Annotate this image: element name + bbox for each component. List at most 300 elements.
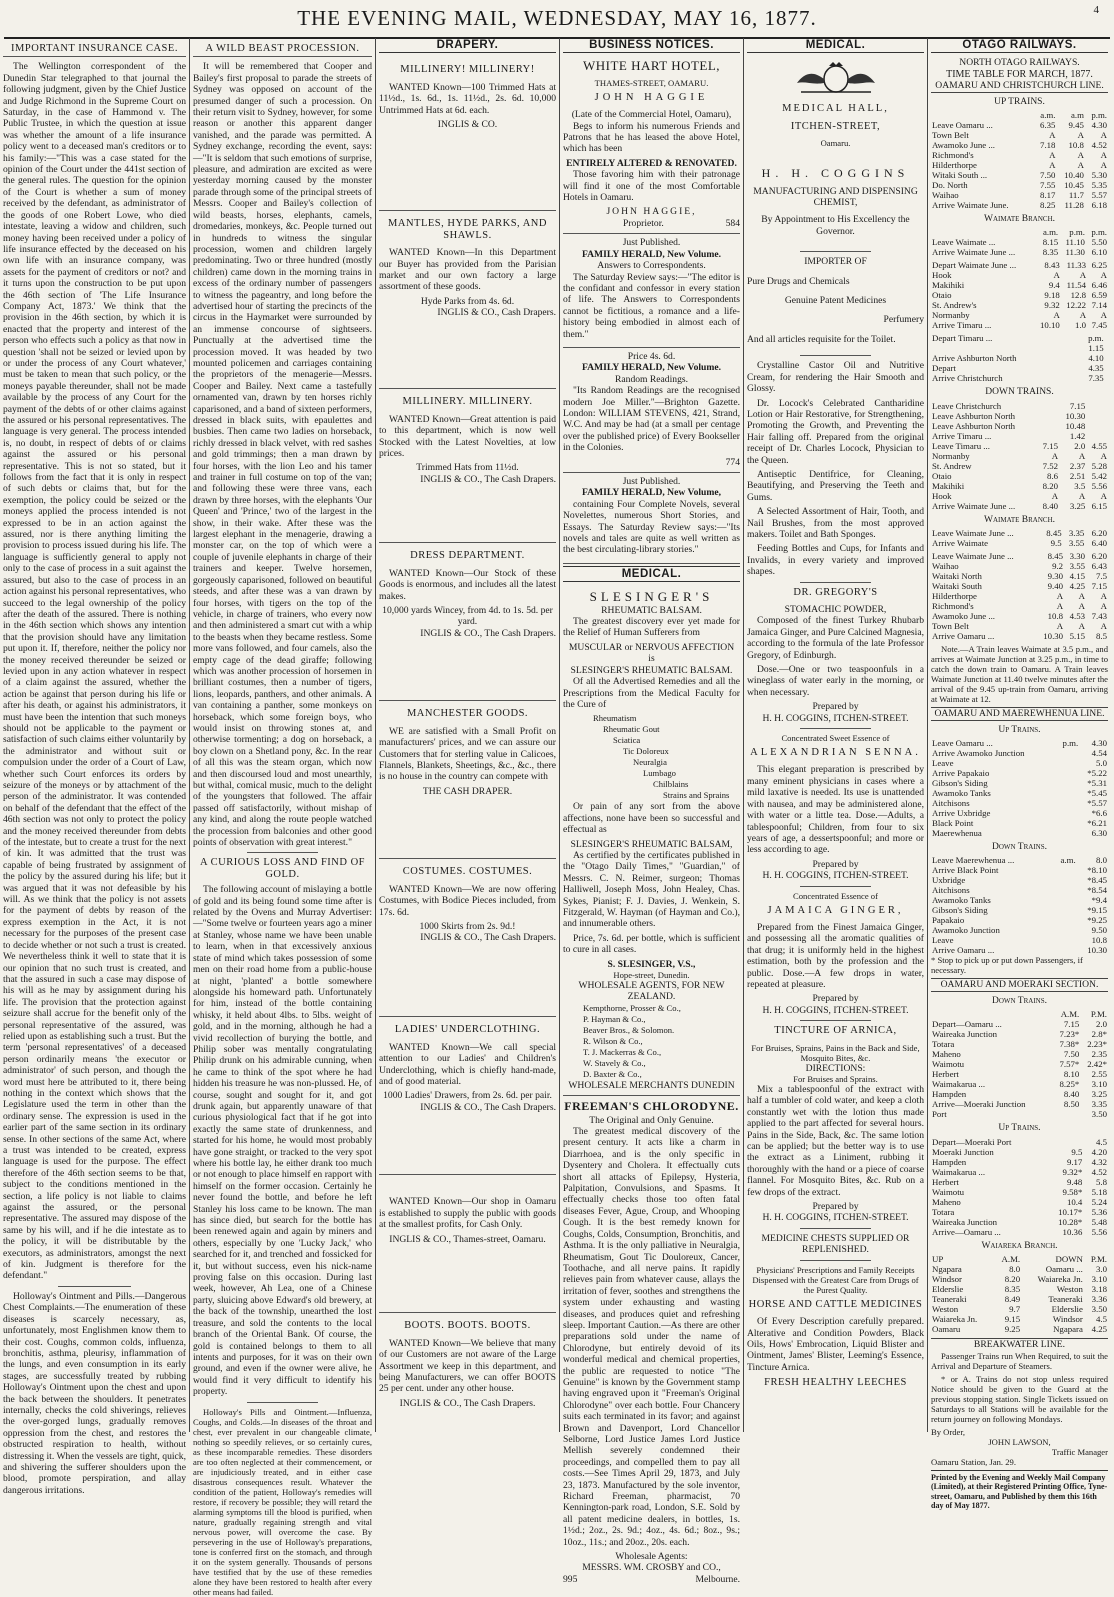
ailment: Strains and Sprains xyxy=(663,790,730,801)
horse-body: Of Every Description carefully prepared. Alterative and Condition Powders, Black Oils, Hows' Embrocation, Liquid Blister and Ointment, James' Blister, Leeming's Essence, Tincture Arnica. xyxy=(747,1316,924,1373)
timetable-header xyxy=(931,110,1108,120)
timetable-cell: 3.10 xyxy=(1091,1079,1107,1090)
timetable-cell: Black Point xyxy=(932,818,974,829)
advert-sign: INGLIS & CO., The Cash Drapers. xyxy=(420,627,556,639)
timetable-cell: Elderslie xyxy=(932,1284,964,1295)
timetable-cell: Waihao xyxy=(932,190,959,201)
ginger-title: JAMAICA GINGER, xyxy=(767,904,904,916)
timetable-cell: 4.10 xyxy=(1088,353,1104,364)
timetable-row xyxy=(931,1274,1108,1284)
timetable-cell: 5.8 xyxy=(1096,1176,1107,1187)
timetable-cell: Waitaki North xyxy=(932,571,982,582)
timetable-row xyxy=(931,778,1108,788)
balsam-sub: RHEUMATIC BALSAM. xyxy=(601,604,702,616)
hotel-title: WHITE HART HOTEL, xyxy=(582,58,721,74)
timetable-cell xyxy=(1037,411,1059,421)
timetable-row xyxy=(931,528,1108,538)
herald-body: containing Four Complete Novels, several Novelettes, numerous Short Stories, and Essays. The Saturday Review says:—"Its novels and tales are quite as well written as the best circulating-library stories." xyxy=(563,498,740,556)
timetable-cell: A xyxy=(1053,270,1060,281)
timetable-cell: 10.8 xyxy=(1091,935,1107,946)
timetable-cell: 10.17* xyxy=(1058,1206,1083,1217)
timetable-cell: 7.52 xyxy=(1042,460,1059,471)
timetable-cell: Otaio xyxy=(932,290,952,301)
timetable-cell: 7.18 xyxy=(1040,140,1056,151)
timetable-cell: 9.25 xyxy=(1004,1324,1021,1335)
balsam-name3: SLESINGER'S RHEUMATIC BALSAM, xyxy=(570,838,733,850)
senna-body: This elegant preparation is prescribed by many eminent physicians in cases where a mild laxative is needed. Its use is unattended with nausea, and may be administered alone, with water or a little tea. Dose.—Adults, a tablespoonful; Children, from four to six years of age, a dessertspoonful; and more or less according to age. xyxy=(747,764,924,856)
timetable-cell: 3.25 xyxy=(1091,1089,1107,1100)
timetable-row xyxy=(931,343,1108,353)
herald-pre: Just Published. xyxy=(622,237,681,249)
timetable-cell: 6.43 xyxy=(1091,561,1107,572)
timetable-cell xyxy=(1056,748,1079,758)
branch-label: Waimate Branch. xyxy=(984,214,1055,225)
timetable-cell: Arrive Timaru ... xyxy=(932,320,992,331)
timetable-cell: *5.31 xyxy=(1087,778,1107,789)
timetable-cell: 8.10 xyxy=(1063,1069,1080,1080)
advert-title: COSTUMES. COSTUMES. xyxy=(402,866,533,878)
timetable-cell: 8.45 xyxy=(1047,551,1064,562)
timetable-cell: A xyxy=(1051,450,1059,461)
timetable-waimate-2 xyxy=(931,260,1108,330)
timetable-row xyxy=(931,401,1108,411)
timetable-cell: *8.54 xyxy=(1087,885,1107,896)
timetable-cell: *6.6 xyxy=(1091,808,1107,819)
timetable-cell: 3.35 xyxy=(1091,1099,1107,1110)
coggins-address: H. H. COGGINS, ITCHEN-STREET. xyxy=(762,870,909,882)
timetable-cell: A xyxy=(1100,270,1107,281)
timetable-cell: 8.0 xyxy=(1096,855,1107,866)
timetable-cell: St. Andrew's xyxy=(932,300,977,311)
timetable-cell: A xyxy=(1100,130,1107,141)
gregory-dose: Dose.—One or two teaspoonfuls in a wineglass of water early in the morning, or when necessary. xyxy=(747,664,924,698)
timetable-cell: A.M. xyxy=(1001,1254,1021,1265)
senna-title: ALEXANDRIAN SENNA. xyxy=(750,747,921,759)
timetable-waiareka xyxy=(931,1254,1108,1334)
station-date: Oamaru Station, Jan. 29. xyxy=(931,1456,1016,1467)
timetable-cell: 3.35 xyxy=(1068,528,1085,539)
timetable-cell: 10.8 xyxy=(1047,611,1064,622)
chlorodyne-city: Melbourne. xyxy=(695,1573,740,1585)
prepared-by: Prepared by xyxy=(812,1201,859,1213)
coggins-appointment: By Appointment to His Excellency the Governor. xyxy=(761,214,910,237)
timetable-cell: DOWN xyxy=(1055,1254,1083,1265)
timetable-cell: Depart Waimate June ... xyxy=(932,260,1017,271)
timetable-cell xyxy=(1105,353,1108,363)
timetable-cell: Totara xyxy=(932,1039,955,1050)
timetable-cell: Waimotu xyxy=(932,1059,965,1070)
advert-extra: Hyde Parks from 4s. 6d. xyxy=(420,295,515,307)
timetable-cell: A xyxy=(1049,130,1056,141)
timetable-cell: 6.30 xyxy=(1091,828,1107,839)
timetable-cell: 3.55 xyxy=(1069,561,1086,572)
timetable-row xyxy=(931,895,1108,905)
advert-title: MILLINERY. MILLINERY. xyxy=(402,396,533,408)
article-title: A WILD BEAST PROCESSION. xyxy=(193,43,372,57)
ailment-list xyxy=(563,713,740,800)
timetable-cell: A xyxy=(1078,621,1086,632)
timetable-cell: Arrive Christchurch xyxy=(932,373,1003,384)
timetable-cell: Gibson's Siding xyxy=(932,905,988,916)
advert xyxy=(379,57,556,211)
by-order: By Order, xyxy=(931,1426,966,1437)
down-trains-label: DOWN TRAINS. xyxy=(985,387,1054,398)
timetable-cell: 10.48 xyxy=(1065,420,1086,431)
timetable-cell: 10.40 xyxy=(1064,170,1084,181)
timetable-row xyxy=(931,130,1108,140)
timetable-cell: Maheno xyxy=(932,1196,961,1207)
prepared-by: Prepared by xyxy=(812,993,859,1005)
toilet-item: Crystalline Castor Oil and Nutritive Cream, for rendering the Hair Smooth and Glossy. xyxy=(747,360,924,395)
timetable-row xyxy=(931,237,1108,247)
up-trains-label: Up Trains. xyxy=(998,724,1041,735)
timetable-cell: 7.57* xyxy=(1059,1059,1080,1070)
advert-title: MANTLES, HYDE PARKS, AND SHAWLS. xyxy=(388,218,547,241)
timetable-cell: 7.38* xyxy=(1059,1039,1080,1050)
advert-sign: INGLIS & CO., Thames-street, Oamaru. xyxy=(389,1233,546,1245)
timetable-row xyxy=(931,591,1108,601)
timetable-row xyxy=(931,621,1108,631)
gregory-body: Composed of the finest Turkey Rhubarb Jamaica Ginger, and Pure Calcined Magnesia, according to the formula of the late Professor Gregory, of Edinburgh. xyxy=(747,615,924,661)
timetable-cell: Awamoko Junction xyxy=(932,925,1000,936)
timetable-cell: 2.8* xyxy=(1091,1029,1107,1040)
timetable-cell: 4.35 xyxy=(1088,363,1104,374)
rail-note-2: * or A. Trains do not stop unless required Notice should be given to the Guard at the previous stopping station. Single Tickets issued on Saturdays to all Stations will be available for the return journey on following Mondays. xyxy=(931,1373,1108,1424)
manager-title: Traffic Manager xyxy=(1051,1446,1108,1457)
timetable-cell: 9.18 xyxy=(1044,290,1060,301)
advert xyxy=(379,211,556,389)
timetable-cell: Oamaru xyxy=(932,1324,961,1335)
herald-sub: Random Readings. xyxy=(614,373,688,385)
masthead-title: THE EVENING MAIL, WEDNESDAY, MAY 16, 1877. xyxy=(297,6,817,30)
timetable-cell: Ngapara xyxy=(1053,1324,1083,1335)
timetable-cell: 3.50 xyxy=(1091,1304,1107,1315)
timetable-cell: 10.45 xyxy=(1064,180,1084,191)
timetable-row xyxy=(931,353,1108,363)
timetable-cell: Arrive Black Point xyxy=(932,865,999,876)
timetable-cell: A xyxy=(1056,601,1064,612)
timetable-cell: Awamoko Tanks xyxy=(932,895,991,906)
herald-body: The Saturday Review says:—"The editor is the confidant and confessor in every station of life. The Answers to Correspondents cannot be fictitious, a romance and a life-history being embodied in almost each of them." xyxy=(563,271,740,340)
timetable-row xyxy=(931,441,1108,451)
timetable-maerewhenua-down xyxy=(931,855,1108,955)
advert-title: MANCHESTER GOODS. xyxy=(406,708,529,720)
advert-body: WE are satisfied with a Small Profit on manufacturers' prices, and we can assure our Customers that for sterling value in Calicoes, Flannels, Blankets, Sheetings, &c., &c., there is no house in the country can compete with xyxy=(379,725,556,783)
up-trains-label: Up Trains. xyxy=(998,1123,1041,1134)
hotel-late: (Late of the Commercial Hotel, Oamaru), xyxy=(571,109,732,121)
timetable-cell: 12.8 xyxy=(1070,290,1087,301)
hotel-role: Proprietor. xyxy=(623,217,664,229)
advert xyxy=(379,1175,556,1313)
timetable-row xyxy=(931,1167,1108,1177)
timetable-cell: A xyxy=(1053,310,1060,321)
timetable-cell: 4.25 xyxy=(1091,1324,1107,1335)
timetable-row xyxy=(931,150,1108,160)
timetable-row xyxy=(931,828,1108,838)
timetable-row xyxy=(931,1254,1108,1264)
balsam-sign: S. SLESINGER, V.S., xyxy=(607,958,696,970)
herald-sub: Answers to Correspondents. xyxy=(597,260,706,272)
timetable-cell: Oamaru ... xyxy=(1045,1264,1083,1275)
timetable-cell: Leave Waimate June ... xyxy=(932,528,1014,539)
timetable-cell: Witaki South ... xyxy=(932,170,988,181)
timetable-cell: Arrive Papakaio xyxy=(932,768,990,779)
timetable-cell: Leave xyxy=(932,935,954,946)
herald-pre: Price 4s. 6d. xyxy=(627,350,676,362)
column-wild-beast xyxy=(190,40,375,1597)
holloway-notice: Holloway's Ointment and Pills.—Dangerous Chest Complaints.—The enumeration of these diseases is scarcely necessary, as, unfortunately, most Englishmen know them to their cost. Coughs, common colds, influenza, bronchitis, asthma, pleurisy, inflammation of the lungs, and even consumption in its early stages, are successfully treated by rubbing Holloway's Ointment upon the chest and upon the back between the shoulders. It penetrates internally, checks the cold shiverings, relieves the over-gorged lungs, gradually removes oppression from the chest, and restores the obstructed respiration to health, without distressing it. When the vessels are tight, quick, and shivering the sufferer shoulders upon the blood, promote perspiration, and allay dangerous irritations. xyxy=(3,1290,186,1496)
advert-title: DRESS DEPARTMENT. xyxy=(410,550,525,562)
timetable-cell: p.m. xyxy=(1062,738,1079,749)
timetable-row xyxy=(931,333,1108,343)
timetable-cell xyxy=(1086,431,1108,441)
timetable-cell: Hampden xyxy=(932,1156,967,1167)
timetable-waimate-3 xyxy=(931,528,1108,548)
ailment: Tic Doloreux xyxy=(623,746,669,757)
timetable-cell: UP xyxy=(932,1254,944,1265)
timetable-row xyxy=(931,270,1108,280)
timetable-cell xyxy=(931,1009,1053,1019)
ginger-body: Prepared from the Finest Jamaica Ginger, and possessing all the aromatic qualities of that drug; it is uniformly held in the highest estimation, both by the profession and the public. Dose.—A few drops in water, repeated at pleasure. xyxy=(747,921,924,990)
timetable-cell: Richmond's xyxy=(932,601,974,612)
timetable-cell: Herbert xyxy=(932,1176,959,1187)
chlorodyne-body: The greatest medical discovery of the present century. It acts like a charm in Diarrhoea, and is the only specific in Dysentery and Cholera. It effectually cuts short all attacks of Epilepsy, Hysteria, Palpitation, Convulsions, and Spasms. It effectually checks those too often fatal diseases Fever, Ague, Croup, and Whooping Cough. It is the best remedy known for Coughs, Colds, Consumption, Bronchitis, and Asthma. It is the only palliative in Neuralgia, Rheumatism, Gout Tic Douloreux, Cancer, Toothache, and all nerve pains. It rapidly relieves pain from whatever cause, allays the irritation of fever, soothes and strengthens the system under exhausting and wasting diseases, and produces quiet and refreshing sleep. Important Caution.—As there are other preparations sold under the name of Chlorodyne, but entirely devoid of its wonderful medical and chemical properties, the public are requested to notice "The Genuine" is known by the Government stamp having engraved upon it "Freeman's Original Chlorodyne" over each bottle. Four Chancery suits each terminated in its favor; and against Brown and Davenport, Lord Chancellor Selborne, Lord Justice James Lord Justice Mellish severely condemned their proceedings, and compelled them to pay all costs.—See Times April 29, 1873, and July 23, 1873. Manufactured by the sole inventor, Richard Freeman, pharmacist, 70 Kennington-park road, London, S.E. Sold by all patent medicine dealers, in bottles, 1s. 1½d.; 2oz., 2s. 9d.; 4oz., 4s. 6d.; 8oz., 9s.; 10oz., 11s.; and 20oz., 20s. each. xyxy=(563,1126,740,1548)
timetable-cell: *5.45 xyxy=(1087,788,1107,799)
timetable-cell: Leave Oamaru ... xyxy=(932,120,993,131)
timetable-cell: Waimakarua ... xyxy=(932,1079,986,1090)
advert-body: WANTED Known—We call special attention to our Ladies' and Children's Underclothing, which is chiefly hand-made, and of good material. xyxy=(379,1041,556,1088)
divider xyxy=(247,1402,319,1403)
timetable-cell: *9.15 xyxy=(1087,905,1107,916)
article-body: It will be remembered that Cooper and Bailey's first proposal to parade the streets of Sydney was opposed on account of the presumed danger of such a procession. On their return visit to Sydney, however, for some reason or another this apparent danger vanished, and the parade was permitted. A Sydney exchange, recording the event, says:—"It is seldom that such emotions of surprise, pleasure, and admiration are excited as were yesterday morning caused by the monster parade through some of the principal streets of Messrs. Cooper and Bailey's collection of wild beasts, horses, elephants, camels, dromedaries, monkeys, &c. People turned out in hundreds to witness the singular procession, women and children largely predominating. Two or three hundred (mostly children) came down in the morning trains in excess of the ordinary number of passengers to witness the pageantry, and long before the advertised hour of starting the precincts of the circus in the Haymarket were surrounded by an immense concourse of sightseers. Punctually at the advertised time the procession moved. It was headed by two mounted policemen and carriages containing the proprietors of the menagerie—Messrs. Cooper and Bailey. Next came a tastefully ornamented van, drawn by ten horses richly caparisoned, and a band of sixteen performers, dressed in black suits, with epaulettes and busbies. Then came two ladies on horseback, richly dressed in black velvet, with red sashes and gold trimmings; then a man drawn by four horses, with the lion Leo and his tamer and trainer in full costume on top of the van; and following these were three vans, each drawn by three horses, with the elephants 'Our Queen' and 'Prince,' two of the largest in the show, in their wake. After these was the largest elephant in the menagerie, drawing a monster car, on the top of which were a couple of juvenile elephants in charge of their trainers and keeper. Twelve horsemen, gorgeously caparisoned, followed on beautiful steeds, and after these was a van drawn by four horses, with tigers on the top of the vehicle, in charge of trainers, who every now and then administered a smart cut with a whip to the beasts when they became restless. Some more vans followed, and four camels, also the empty cage of the dead giraffe; following which was another procession of horsemen in brilliant costumes, then a number of tigers, lions, leopards, panthers, and other animals. A van containing a panther, some monkeys on horseback, which some foreign boys, who would insist on throwing stones at, and otherwise tormenting; a dog on horseback, a boy clown on a Shetland pony, &c. In the rear of all this was the steam organ, which now and then discoursed loud and most unearthly, but withal, comical music, much to the delight of the youngsters that followed. The affair passed off satisfactorily, without mishap of any kind, and along the route people watched the procession from balconies and other good points of observation with great interest." xyxy=(193,61,373,849)
timetable-cell: Totara xyxy=(932,1206,955,1217)
timetable-row xyxy=(931,768,1108,778)
timetable-cell xyxy=(1046,1137,1083,1147)
timetable-row xyxy=(931,1197,1108,1207)
rail-subtitle: NORTH OTAGO RAILWAYS. xyxy=(959,57,1080,69)
timetable-cell xyxy=(1105,333,1108,343)
timetable-header xyxy=(931,227,1108,237)
agent: R. Wilson & Co., xyxy=(583,1035,643,1046)
timetable-row xyxy=(931,551,1108,561)
divider xyxy=(800,886,871,887)
masthead xyxy=(0,6,1114,36)
divider xyxy=(247,852,319,853)
manager-name: JOHN LAWSON, xyxy=(988,1436,1051,1447)
timetable-cell: 3.0 xyxy=(1096,1264,1107,1275)
timetable-cell: 10.30 xyxy=(1087,945,1107,956)
timetable-cell: Leave Maerewhenua ... xyxy=(932,855,1015,866)
timetable-cell: Arrive Waimate June ... xyxy=(932,247,1016,258)
timetable-cell: A xyxy=(1100,601,1107,612)
advert-body: WANTED Known—Our Stock of these Goods is enormous, and includes all the latest makes. xyxy=(379,567,556,602)
timetable-cell: Leave xyxy=(932,758,954,769)
timetable-cell: Arrive Awamoko Junction xyxy=(932,748,1025,759)
gregory-sub: STOMACHIC POWDER, xyxy=(784,604,887,615)
timetable-cell xyxy=(1056,828,1079,838)
timetable-cell: 2.35 xyxy=(1091,1049,1107,1060)
timetable-cell: 7.35 xyxy=(1088,373,1104,384)
agent: P. Hayman & Co., xyxy=(583,1013,646,1024)
timetable-cell: Arrive—Oamaru ... xyxy=(932,1226,1001,1237)
timetable-row xyxy=(931,1049,1108,1059)
timetable-cell: 11.10 xyxy=(1065,237,1085,248)
timetable-cell: 4.52 xyxy=(1091,1166,1107,1177)
timetable-cell: Waireaka Junction xyxy=(932,1029,997,1040)
timetable-cell: A xyxy=(1078,591,1086,602)
timetable-cell xyxy=(931,227,1037,237)
timetable-row xyxy=(931,491,1108,501)
timetable-cell: 10.28* xyxy=(1058,1216,1083,1227)
timetable-cell: 8.50 xyxy=(1063,1099,1080,1110)
timetable-row xyxy=(931,260,1108,270)
hotel-street: THAMES-STREET, OAMARU. xyxy=(594,77,709,88)
timetable-cell: 11.7 xyxy=(1068,190,1084,201)
timetable-cell: 6.20 xyxy=(1091,528,1107,539)
senna-pre: Concentrated Sweet Essence of xyxy=(781,733,890,744)
timetable-cell: 7.45 xyxy=(1091,320,1107,331)
timetable-cell: 8.15 xyxy=(1042,237,1059,248)
timetable-cell: Hook xyxy=(932,270,952,281)
chlorodyne-title: FREEMAN'S CHLORODYNE. xyxy=(564,1099,739,1114)
article-title: IMPORTANT INSURANCE CASE. xyxy=(3,43,186,57)
timetable-cell: 2.23* xyxy=(1087,1039,1107,1050)
timetable-cell: Awamoko Tanks xyxy=(932,788,991,799)
timetable-cell: A xyxy=(1100,490,1107,501)
timetable-cell: 9.32* xyxy=(1062,1166,1083,1177)
timetable-cell xyxy=(1056,788,1079,798)
timetable-cell: Teaneraki xyxy=(932,1294,967,1305)
branch-label: Waimate Branch. xyxy=(984,514,1055,525)
timetable-cell: 8.25 xyxy=(1040,200,1056,211)
ailment: Sciatica xyxy=(613,735,641,746)
timetable-cell: 8.40 xyxy=(1063,1089,1080,1100)
timetable-cell xyxy=(1053,1109,1081,1119)
timetable-row xyxy=(931,300,1108,310)
section-header: DRAPERY. xyxy=(379,40,556,53)
timetable-cell xyxy=(1056,778,1079,788)
timetable-row xyxy=(931,1157,1108,1167)
timetable-cell: 9.50 xyxy=(1091,925,1107,936)
divider xyxy=(800,1020,871,1021)
timetable-cell: A xyxy=(1049,160,1056,171)
toilet-item: Dr. Locock's Celebrated Cantharidine Lotion or Hair Restorative, for Strengthening, Promoting the Growth, and Preventing the Hair falling off. Prepared from the original receipt of Dr. Charles Locock, Physician to the Queen. xyxy=(747,397,924,466)
advert-title: BOOTS. BOOTS. BOOTS. xyxy=(404,1320,531,1332)
timetable-cell: Weston xyxy=(932,1304,959,1315)
timetable-cell: 2.37 xyxy=(1069,460,1086,471)
hotel-body2: Those favoring him with their patronage will find it one of the most Comfortable Hotels in Oamaru. xyxy=(563,169,740,204)
timetable-cell: Leave Waimate June ... xyxy=(932,551,1014,562)
timetable-cell: 3.50 xyxy=(1091,1109,1107,1120)
toilet-item: Antiseptic Dentifrice, for Cleaning, Beautifying, and Preserving the Teeth and Gums. xyxy=(747,468,924,503)
timetable-cell: 8.0 xyxy=(1009,1264,1021,1275)
timetable-row xyxy=(931,320,1108,330)
rail-note: Note.—A Train leaves Waimate at 3.5 p.m., and arrives at Waimate Junction at 3.25 p.m., in time to catch the down train to Oamaru. A Train leaves Waimate Junction at 11.40 twelve minutes after the arrival of the 9.45 up-train from Oamaru, arriving at Waimate at 12. xyxy=(931,644,1108,705)
timetable-cell: p.m. xyxy=(1091,227,1107,238)
down-trains-label: Down Trains. xyxy=(992,842,1047,853)
timetable-cell: Awamoko June ... xyxy=(932,611,995,622)
agent: Beaver Bros., & Solomon. xyxy=(583,1024,675,1035)
directions-body: Mix a tablespoonful of the extract with half a tumbler of cold water, and keep a cloth constantly wet with the lotion thus made applied to the part affected for several hours. Pains in the Side, Back, &c. The same lotion can be applied; but the better way is to use the extract as a Liniment, rubbing it thoroughly with the hand or a piece of coarse flannel. For Mosquito Bites, &c. Rub on a few drops of the extract. xyxy=(747,1084,924,1198)
timetable-row xyxy=(931,561,1108,571)
timetable-cell: 9.7 xyxy=(1009,1304,1021,1315)
advert xyxy=(379,389,556,543)
divider xyxy=(800,1260,871,1261)
timetable-cell: 4.5 xyxy=(1096,1314,1107,1325)
timetable-row xyxy=(931,247,1108,257)
line-title: OAMARU AND MOERAKI SECTION. xyxy=(931,978,1108,991)
timetable-row xyxy=(931,120,1108,130)
timetable-row xyxy=(931,280,1108,290)
timetable-cell xyxy=(1052,925,1077,935)
timetable-row xyxy=(931,1207,1108,1217)
timetable-cell xyxy=(1056,768,1079,778)
timetable-cell: 11.30 xyxy=(1065,247,1085,258)
timetable-cell: Waiareka Jn. xyxy=(932,1314,978,1325)
timetable-cell: 11.33 xyxy=(1066,260,1087,271)
timetable-cell: Hampden xyxy=(932,1089,967,1100)
column-drapery xyxy=(376,40,559,1432)
timetable-cell: Waimotu xyxy=(932,1186,965,1197)
timetable-cell xyxy=(1086,401,1108,411)
holloway-footnote: Holloway's Pills and Ointment.—Influenza, Coughs, and Colds.—In diseases of the throat and chest, ever prevalent in our changeable climate, nothing so speedily relieves, or so certainly cures, as these incomparable remedies. These disorders are too often neglected at their commencement, or are injudiciously treated, and in either case disastrous consequences result. Whatever the condition of the patient, Holloway's remedies will restore, if recovery be possible; they will retard the alarming symptoms till the blood is purified, when nature, gradually regaining strength and vital nervous power, will overcome the case. By persevering in the use of Holloway's preparations, tone is conferred first on the stomach, and through it on the system generally. Thousands of persons have testified that by the use of these remedies alone they have been restored to health after every other means had failed. xyxy=(193,1406,372,1597)
timetable-cell: Waiareka Jn. xyxy=(1037,1274,1083,1285)
timetable-cell xyxy=(1105,373,1108,383)
timetable-cell: Gibson's Siding xyxy=(932,778,988,789)
timetable-cell: Aitchisons xyxy=(932,885,970,896)
hotel-num: 584 xyxy=(725,217,740,229)
timetable-cell: 6.46 xyxy=(1091,280,1107,291)
timetable-waimate xyxy=(931,227,1108,257)
timetable-row xyxy=(931,935,1108,945)
timetable-cell: Waitaki South xyxy=(932,581,982,592)
herald-advert xyxy=(563,234,740,348)
imprint: Printed by the Evening and Weekly Mail Company (Limited), at their Registered Printing Office, Tyne-street, Oamaru, and Published by them this 16th day of May 1877. xyxy=(931,1470,1108,1511)
timetable-cell: 8.20 xyxy=(1042,480,1059,491)
timetable-cell: 8.17 xyxy=(1040,190,1056,201)
ailment: Chilblains xyxy=(653,779,689,790)
section-header: OTAGO RAILWAYS. xyxy=(931,40,1108,53)
timetable-cell: A.M. xyxy=(1060,1009,1080,1020)
hotel-footer xyxy=(563,218,740,229)
timetable-cell xyxy=(1105,343,1108,353)
advert-sign: INGLIS & CO., The Cash Drapers. xyxy=(399,1397,536,1409)
balsam-wm: WHOLESALE MERCHANTS DUNEDIN xyxy=(568,1079,735,1091)
timetable-cell: 6.10 xyxy=(1091,247,1107,258)
timetable-cell: 6.25 xyxy=(1091,260,1107,271)
timetable-row xyxy=(931,1089,1108,1099)
timetable-cell: Hook xyxy=(932,490,952,501)
balsam-body: The greatest discovery ever yet made for the Relief of Human Sufferers from xyxy=(563,616,740,639)
timetable-cell: Arrive Waimate xyxy=(932,538,989,549)
masthead-rule xyxy=(4,37,1110,39)
coggins-address: H. H. COGGINS, ITCHEN-STREET. xyxy=(762,712,909,724)
timetable-timaru xyxy=(931,333,1108,383)
timetable-cell: A xyxy=(1051,490,1059,501)
timetable-cell: Makihiki xyxy=(932,480,965,491)
timetable-cell: 3.10 xyxy=(1091,1274,1107,1285)
timetable-row xyxy=(931,538,1108,548)
timetable-cell: Leave Waimate ... xyxy=(932,237,996,248)
arnica-sub: For Bruises, Sprains, Pains in the Back and Side, Mosquito Bites, &c. xyxy=(751,1042,920,1063)
timetable-row xyxy=(931,140,1108,150)
timetable-row xyxy=(931,601,1108,611)
timetable-cell: 7.43 xyxy=(1091,611,1107,622)
timetable-cell: p.m. xyxy=(1069,227,1085,238)
timetable-cell: Ngapara xyxy=(932,1264,962,1275)
import-item: Genuine Patent Medicines xyxy=(784,295,887,307)
timetable-cell: Leave Ashburton North xyxy=(932,420,1016,431)
